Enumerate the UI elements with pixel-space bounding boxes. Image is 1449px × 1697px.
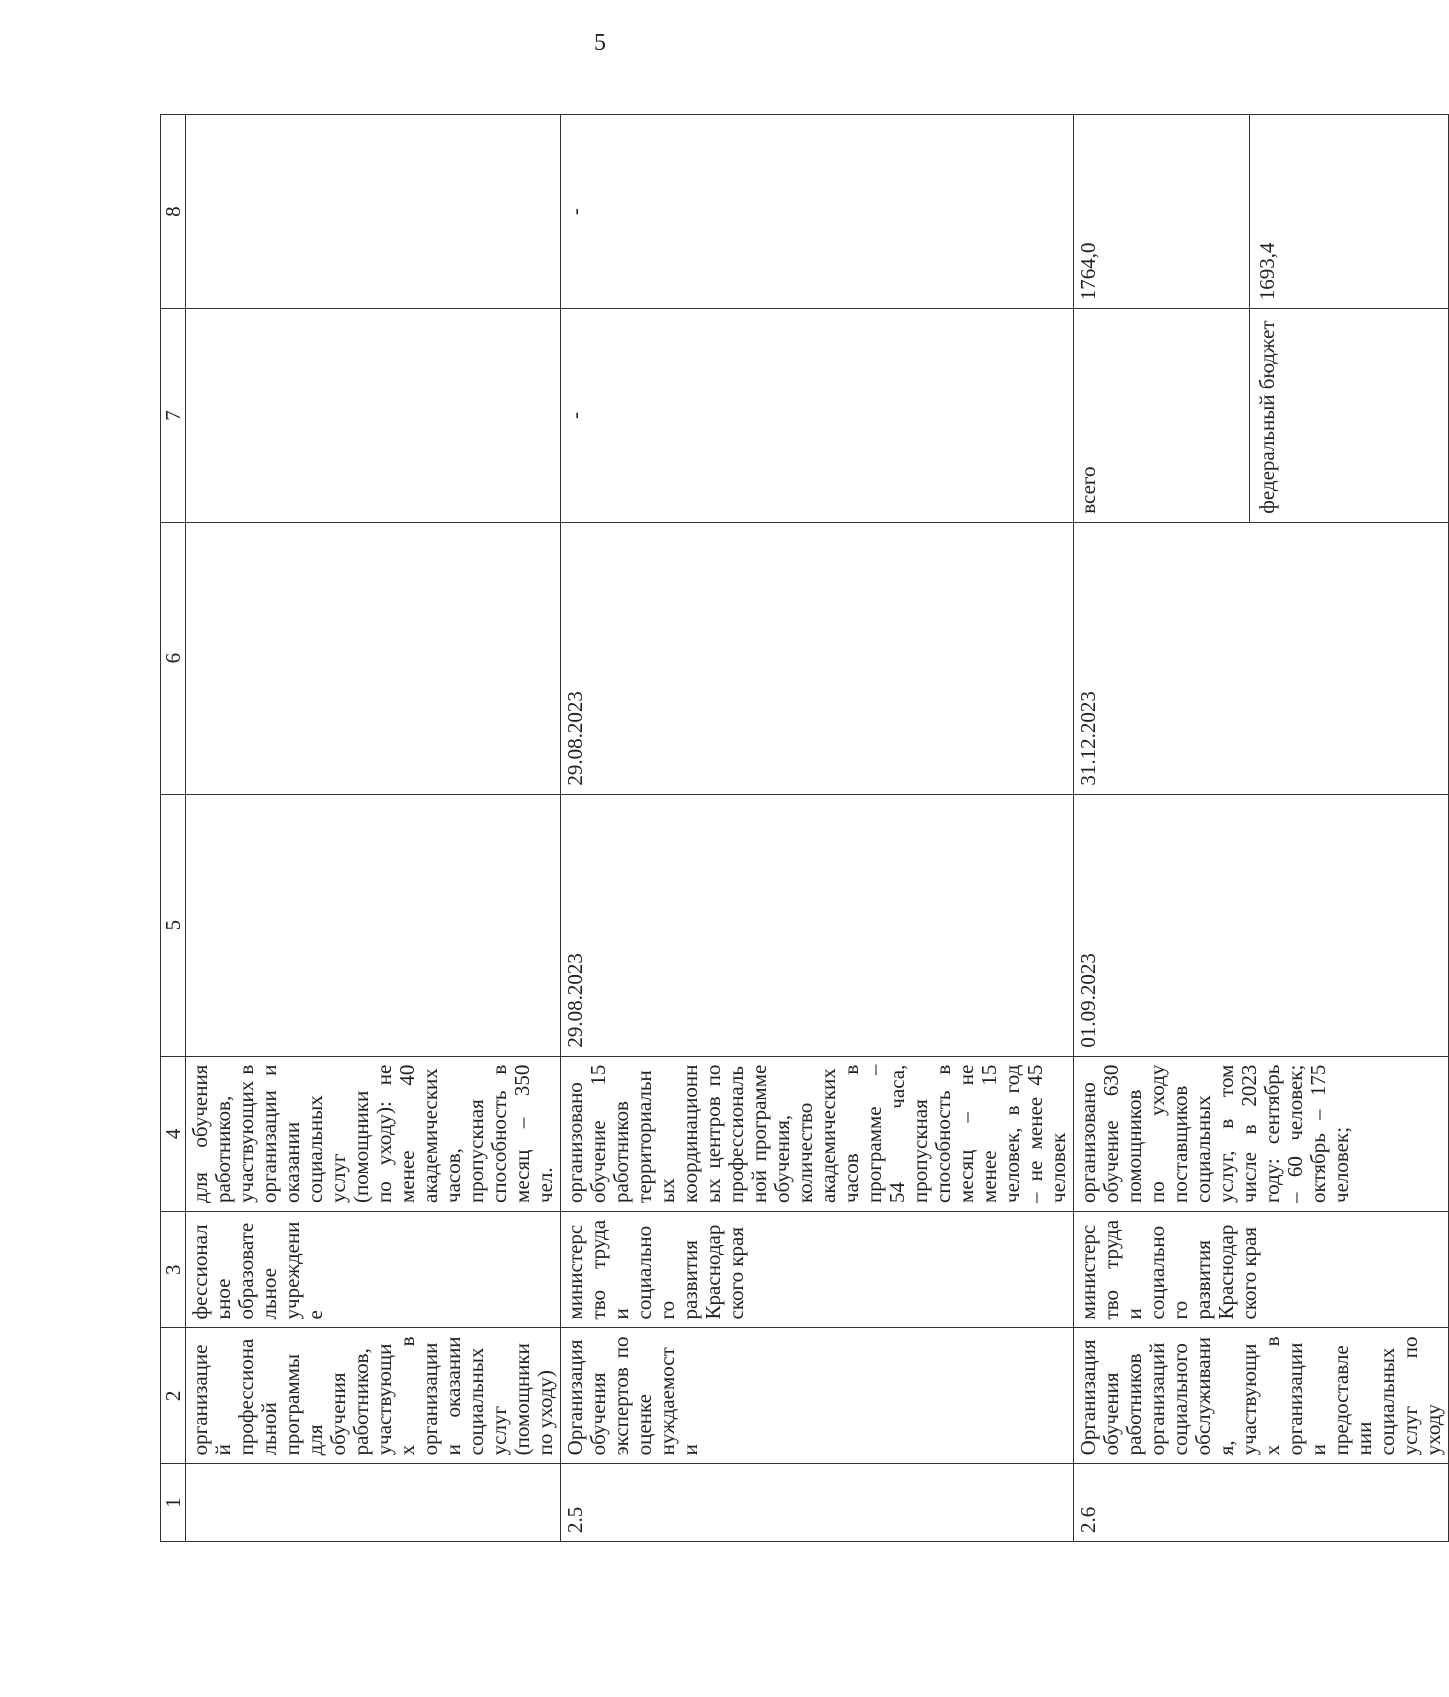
header-cell-4: 4	[161, 1056, 186, 1211]
funding-source-total: всего	[1074, 309, 1250, 523]
header-cell-7: 7	[161, 309, 186, 523]
funding-amount-cell	[186, 115, 561, 309]
funding-source-cell: -	[561, 309, 1074, 523]
header-cell-3: 3	[161, 1211, 186, 1327]
row-number: 2.6	[1074, 1464, 1449, 1542]
header-cell-6: 6	[161, 522, 186, 794]
row-number	[186, 1464, 561, 1542]
table-row	[561, 115, 1074, 1542]
funding-source-cell	[186, 309, 561, 523]
start-date-cell	[186, 794, 561, 1056]
header-cell-5: 5	[161, 794, 186, 1056]
result-cell: организовано обучение 630 помощников по уходу поставщиков социальных услуг, в том числе в 2023 году: сентябрь – 60 человек; октябрь – 175 человек;	[1074, 1056, 1449, 1211]
start-date-cell: 01.09.2023	[1074, 794, 1449, 1056]
result-cell: организовано обучение 15 работников территориальных координационных центров по профессиональной программе обучения, количество академических часов в программе – 54 часа, пропускная способность в месяц – не менее 15 человек, в год – не менее 45 человек	[561, 1056, 1074, 1211]
end-date-cell	[186, 522, 561, 794]
table-header-row	[161, 115, 186, 1542]
header-cell-1: 1	[161, 1464, 186, 1542]
table-row	[1074, 115, 1250, 1542]
end-date-cell: 29.08.2023	[561, 522, 1074, 794]
funding-amount-cell: -	[561, 115, 1074, 309]
start-date-cell: 29.08.2023	[561, 794, 1074, 1056]
activity-cell: Организация обучения работников организаций социального обслуживания, участвующих в организации и предоставлении социальных услуг по уходу	[1074, 1328, 1449, 1464]
funding-source-federal: федеральный бюджет	[1249, 309, 1448, 523]
executor-cell: министерство труда и социального развития Краснодарского края	[561, 1211, 1074, 1327]
result-cell: для обучения работников, участвующих в организации и оказании социальных услуг (помощники по уходу): не менее 40 академических часов, пропускная способность в месяц – 350 чел.	[186, 1056, 561, 1211]
funding-amount-total: 1764,0	[1074, 115, 1250, 309]
row-number: 2.5	[561, 1464, 1074, 1542]
plan-table	[160, 114, 1449, 1542]
table-rotated-wrapper	[160, 114, 1445, 1542]
funding-amount-federal: 1693,4	[1249, 115, 1448, 309]
executor-cell: министерство труда и социального развития Краснодарского края	[1074, 1211, 1449, 1327]
header-cell-2: 2	[161, 1328, 186, 1464]
page-number: 5	[594, 30, 606, 56]
activity-cell: организацией профессиональной программы для обучения работников, участвующих в организации и оказании социальных услуг (помощники по уходу)	[186, 1328, 561, 1464]
header-cell-8: 8	[161, 115, 186, 309]
table-row	[186, 115, 561, 1542]
executor-cell: фессиональное образовательное учреждение	[186, 1211, 561, 1327]
end-date-cell: 31.12.2023	[1074, 522, 1449, 794]
activity-cell: Организация обучения экспертов по оценке нуждаемости	[561, 1328, 1074, 1464]
